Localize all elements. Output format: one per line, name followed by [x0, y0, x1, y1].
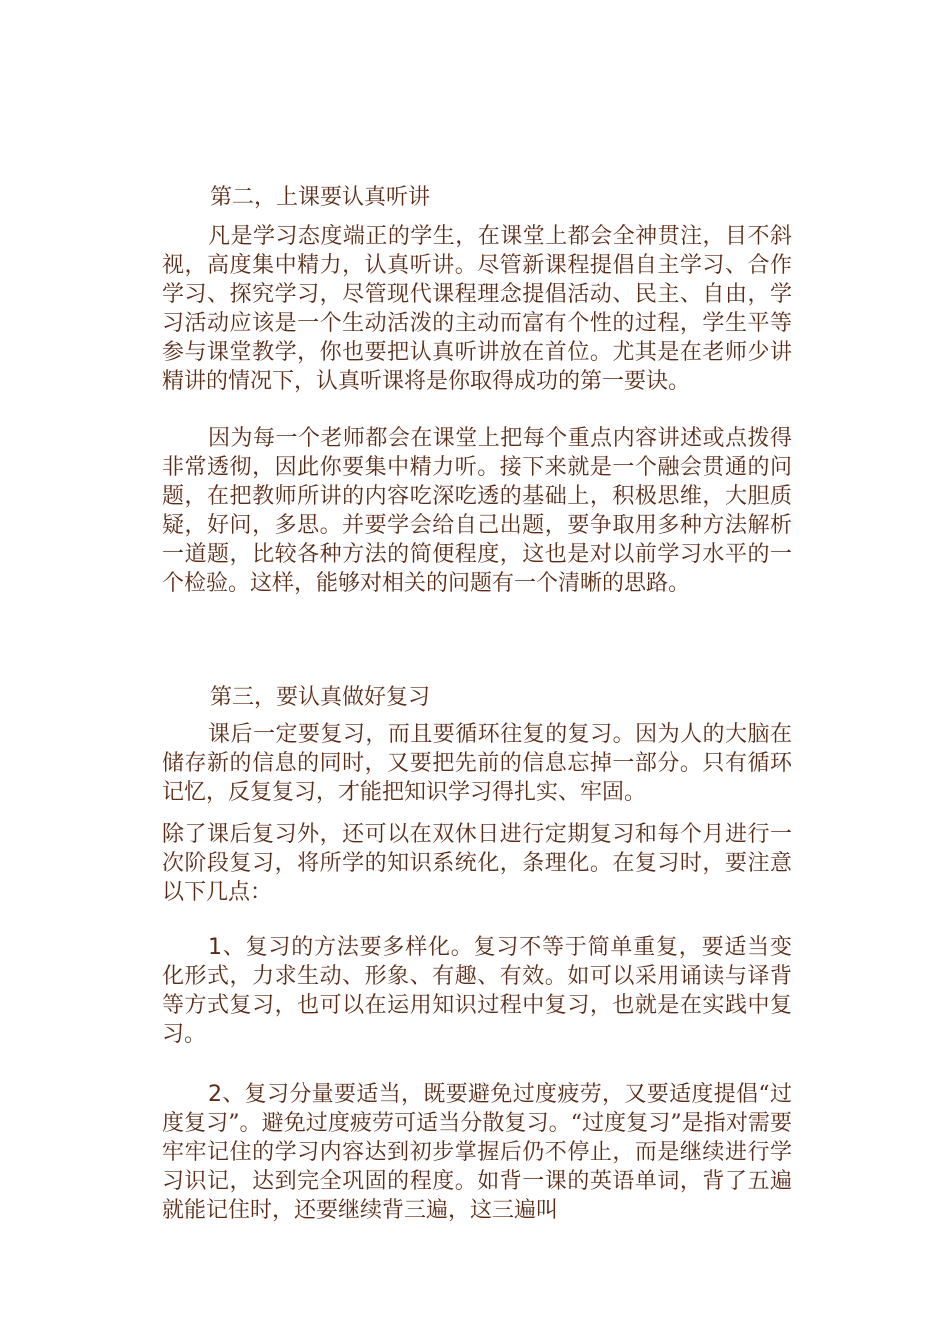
list-item-text: 、复习分量要适当，既要避免过度疲劳，又要适度提倡“过度复习”。避免过度疲劳可适当分散复习。“过度复习”是指对需要牢牢记住的学习内容达到初步掌握后仍不停止，而是继续进行学习识记，达到完全巩固的程度。如背一课的英语单词，背了五遍就能记住时，还要继续背三遍，这三遍叫: [162, 1082, 792, 1223]
list-item-number: 1: [208, 935, 222, 960]
paragraph-review-1: 课后一定要复习，而且要循环往复的复习。因为人的大脑在储存新的信息的同时，又要把先前的信息忘掉一部分。只有循环记忆，反复复习，才能把知识学习得扎实、牢固。: [162, 722, 792, 805]
list-item-number: 2: [208, 1082, 222, 1107]
section-heading-listen: 第二，上课要认真听讲: [210, 185, 431, 210]
paragraph-review-2: 除了课后复习外，还可以在双休日进行定期复习和每个月进行一次阶段复习，将所学的知识系统化，条理化。在复习时，要注意以下几点：: [162, 822, 792, 905]
list-item-review-amount: [162, 1080, 792, 1225]
section-heading-review: 第三，要认真做好复习: [210, 685, 431, 710]
paragraph-listen-2: 因为每一个老师都会在课堂上把每个重点内容讲述或点拨得非常透彻，因此你要集中精力听。接下来就是一个融会贯通的问题，在把教师所讲的内容吃深吃透的基础上，积极思维，大胆质疑，好问，多思。并要学会给自己出题，要争取用多种方法解析一道题，比较各种方法的简便程度，这也是对以前学习水平的一个检验。这样，能够对相关的问题有一个清晰的思路。: [162, 426, 792, 596]
paragraph-listen-1: 凡是学习态度端正的学生，在课堂上都会全神贯注，目不斜视，高度集中精力，认真听讲。尽管新课程提倡自主学习、合作学习、探究学习，尽管现代课程理念提倡活动、民主、自由，学习活动应该是一个生动活泼的主动而富有个性的过程，学生平等参与课堂教学，你也要把认真听讲放在首位。尤其是在老师少讲精讲的情况下，认真听课将是你取得成功的第一要诀。: [162, 224, 792, 394]
list-item-review-methods: [162, 933, 792, 1049]
list-item-text: 、复习的方法要多样化。复习不等于简单重复，要适当变化形式，力求生动、形象、有趣、有效。如可以采用诵读与译背等方式复习，也可以在运用知识过程中复习，也就是在实践中复习。: [162, 935, 792, 1047]
